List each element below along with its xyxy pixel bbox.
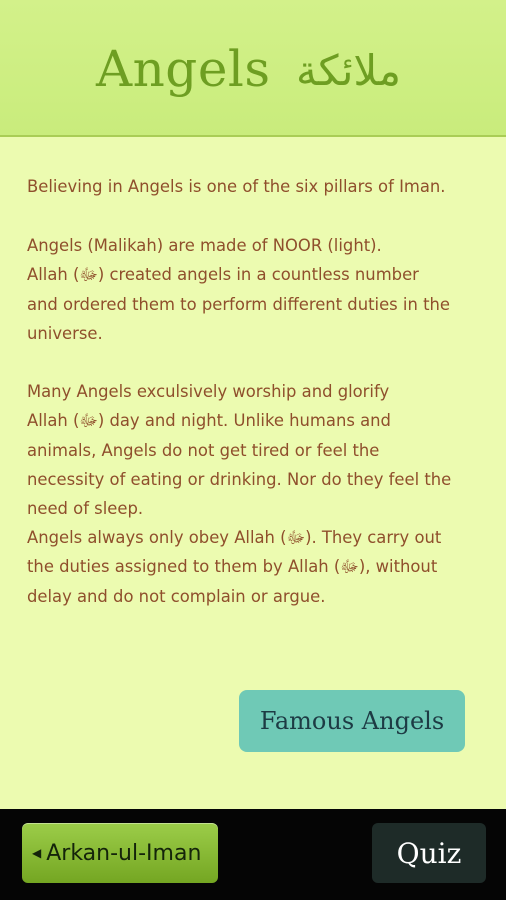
arkan-ul-iman-label: Arkan-ul-Iman [46, 840, 202, 866]
obedience-paragraph: Angels always only obey Allah (ﷻ). They carry out the duties assigned to them by Allah (ﷻ), without delay and do not complain or argue. [27, 528, 442, 606]
worship-paragraph: Many Angels exculsively worship and glorify Allah (ﷻ) day and night. Unlike humans and animals, Angels do not get tired or feel the necessity of eating or drinking. Nor do they feel the need of sleep. [27, 382, 452, 519]
header-bar [0, 0, 506, 137]
arkan-ul-iman-button[interactable] [22, 823, 218, 883]
quiz-button[interactable]: Quiz [372, 823, 486, 883]
creation-paragraph: Angels (Malikah) are made of NOOR (light). Allah (ﷻ) created angels in a countless number and ordered them to perform different duties in the universe. [27, 236, 450, 343]
left-triangle-icon: ◀ [32, 846, 42, 860]
page-title: Angels [96, 40, 271, 98]
page-title-arabic: ملائكة [296, 46, 401, 95]
intro-paragraph: Believing in Angels is one of the six pillars of Iman. [27, 177, 446, 196]
famous-angels-button[interactable]: Famous Angels [239, 690, 465, 752]
